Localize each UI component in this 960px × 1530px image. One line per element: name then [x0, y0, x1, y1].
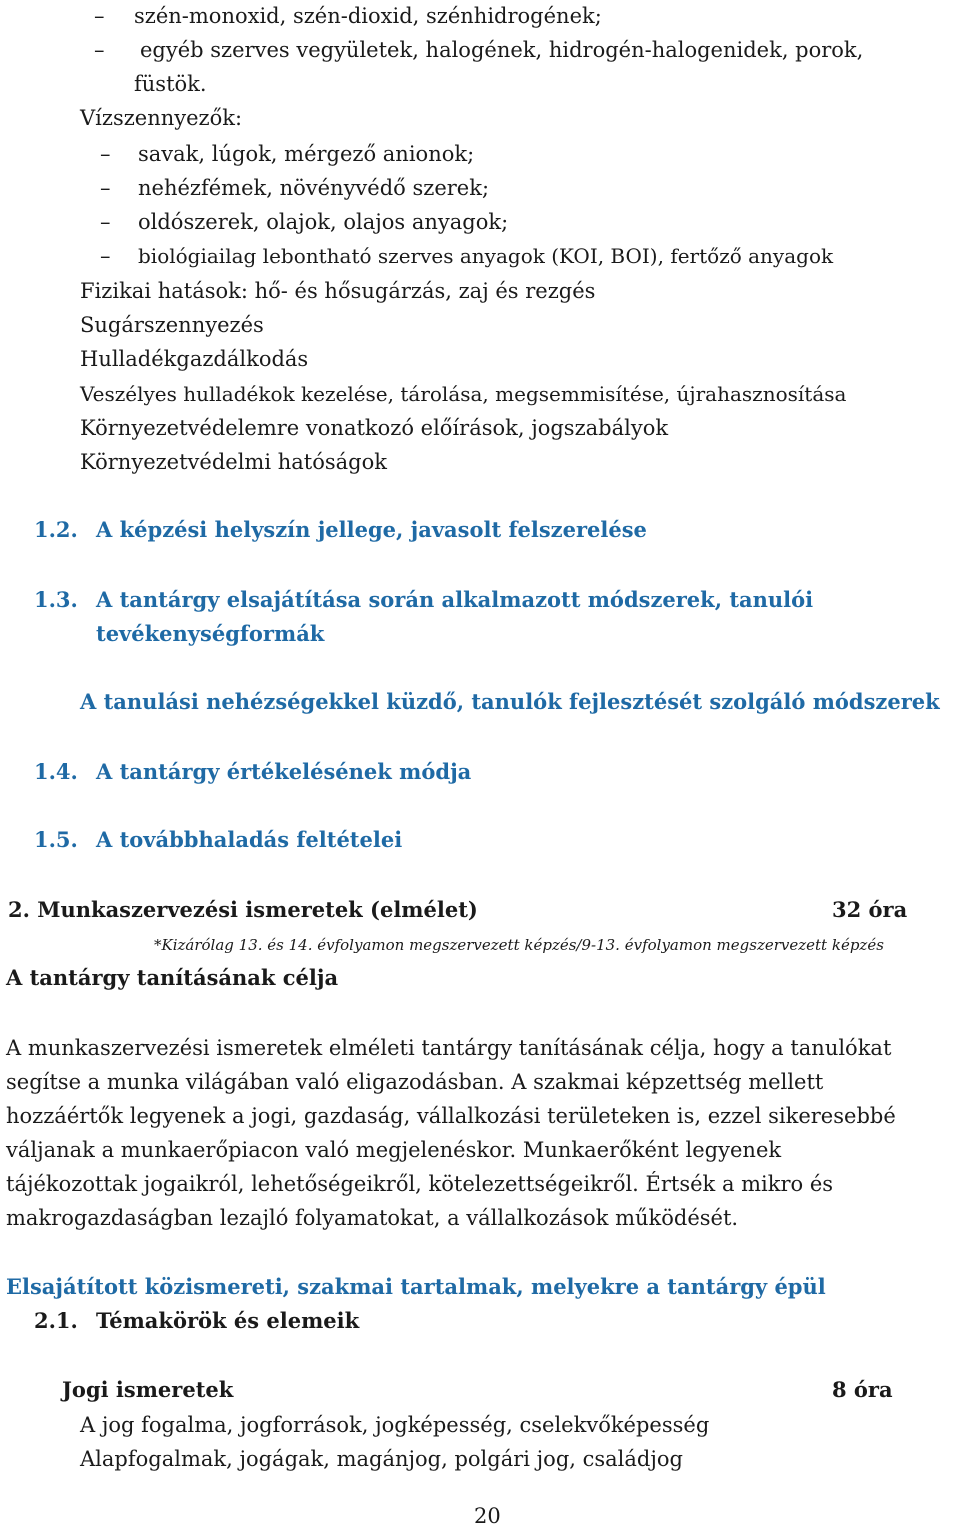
section-heading: A továbbhaladás feltételei: [96, 827, 403, 852]
list-dash: –: [100, 176, 111, 200]
topic-line: Veszélyes hulladékok kezelése, tárolása, megsemmisítése, újrahasznosítása: [80, 382, 847, 406]
list-dash: –: [94, 4, 105, 28]
list-dash: –: [100, 244, 111, 268]
list-item: oldószerek, olajok, olajos anyagok;: [138, 210, 509, 234]
chapter-note: *Kizárólag 13. és 14. évfolyamon megszervezett képzés/9-13. évfolyamon megszervezett képzés: [154, 936, 884, 954]
topic-line: Hulladékgazdálkodás: [80, 347, 309, 371]
water-pollutants-title: Vízszennyezők:: [80, 106, 243, 130]
section-number: 1.3.: [34, 587, 78, 612]
list-dash: –: [100, 210, 111, 234]
section-heading: A képzési helyszín jellege, javasolt felszerelése: [96, 517, 647, 542]
list-item: biológiailag lebontható szerves anyagok (KOI, BOI), fertőző anyagok: [138, 244, 834, 268]
topic-hours: 8 óra: [832, 1377, 893, 1402]
section-heading-continuation: tevékenységformák: [96, 621, 325, 646]
paragraph-line: tájékozottak jogaikról, lehetőségeikről, kötelezettségeikről. Értsék a mikro és: [6, 1172, 834, 1196]
topic-line: Környezetvédelemre vonatkozó előírások, jogszabályok: [80, 416, 669, 440]
paragraph-line: A munkaszervezési ismeretek elméleti tantárgy tanításának célja, hogy a tanulókat: [6, 1036, 892, 1060]
section-number: 1.4.: [34, 759, 78, 784]
list-item: savak, lúgok, mérgező anionok;: [138, 142, 475, 166]
topic-line: Sugárszennyezés: [80, 313, 264, 337]
section-heading: A tantárgy értékelésének módja: [96, 759, 472, 784]
page-number: 20: [474, 1504, 501, 1528]
chapter-hours: 32 óra: [832, 897, 908, 922]
prerequisites-heading: Elsajátított közismereti, szakmai tartalmak, melyekre a tantárgy épül: [6, 1274, 826, 1299]
list-item: szén-monoxid, szén-dioxid, szénhidrogének;: [134, 4, 602, 28]
section-number: 1.2.: [34, 517, 78, 542]
paragraph-line: segítse a munka világában való eligazodásban. A szakmai képzettség mellett: [6, 1070, 824, 1094]
chapter-heading: 2. Munkaszervezési ismeretek (elmélet): [8, 897, 478, 922]
paragraph-line: hozzáértők legyenek a jogi, gazdaság, vállalkozási területeken is, ezzel sikeresebbé: [6, 1104, 896, 1128]
topic-title: Jogi ismeretek: [62, 1377, 234, 1402]
section-heading: Témakörök és elemeik: [96, 1308, 360, 1333]
topic-item: A jog fogalma, jogforrások, jogképesség, cselekvőképesség: [80, 1413, 710, 1437]
list-dash: –: [100, 142, 111, 166]
goal-heading: A tantárgy tanításának célja: [6, 965, 339, 990]
paragraph-line: makrogazdaságban lezajló folyamatokat, a vállalkozások működését.: [6, 1206, 739, 1230]
section-number: 1.5.: [34, 827, 78, 852]
subsection-heading: A tanulási nehézségekkel küzdő, tanulók fejlesztését szolgáló módszerek: [80, 689, 940, 714]
topic-line: Környezetvédelmi hatóságok: [80, 450, 387, 474]
section-heading: A tantárgy elsajátítása során alkalmazott módszerek, tanulói: [96, 587, 814, 612]
section-number: 2.1.: [34, 1308, 78, 1333]
list-item-continuation: füstök.: [134, 72, 207, 96]
topic-item: Alapfogalmak, jogágak, magánjog, polgári jog, családjog: [80, 1447, 683, 1471]
paragraph-line: váljanak a munkaerőpiacon való megjelenéskor. Munkaerőként legyenek: [6, 1138, 782, 1162]
list-dash: –: [94, 38, 105, 62]
list-item: egyéb szerves vegyületek, halogének, hidrogén-halogenidek, porok,: [140, 38, 864, 62]
topic-line: Fizikai hatások: hő- és hősugárzás, zaj és rezgés: [80, 279, 596, 303]
list-item: nehézfémek, növényvédő szerek;: [138, 176, 490, 200]
